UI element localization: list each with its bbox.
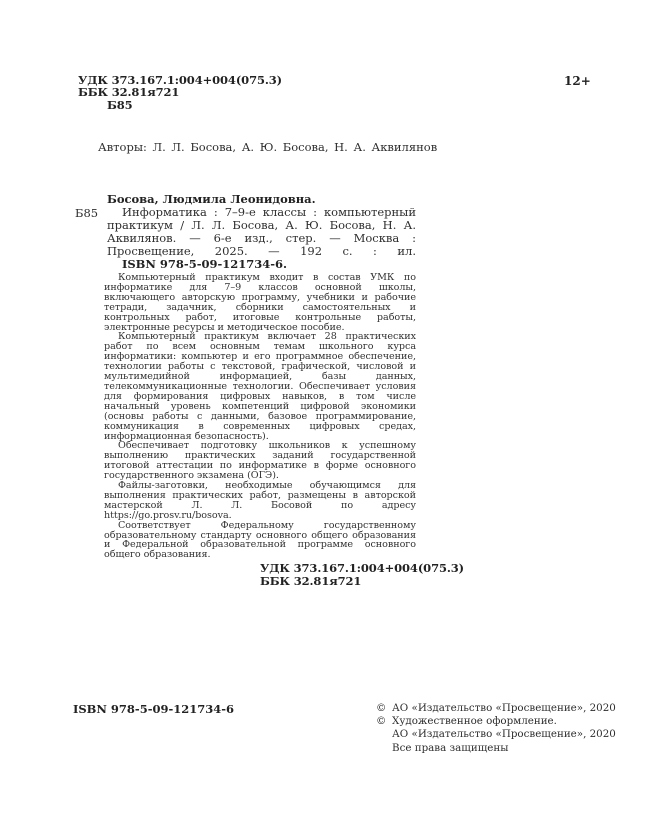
bottom-classification-codes (260, 561, 465, 588)
age-rating-badge: 12+ (564, 74, 591, 88)
bottom-bbk-line: ББК 32.81я721 (260, 573, 362, 588)
annotation-paragraph: Файлы-заготовки, необходимые обучающимся для выполнения практических работ, размещены в авторской мастерской Л. Л. Босовой по адресу https://go.prosv.ru/bosova. (104, 480, 416, 521)
annotation-paragraph: Компьютерный практикум входит в состав УМК по информатике для 7–9 классов основной школы, включающего авторскую программу, учебники и рабочие тетради, задачник, сборники самостоятельных и контрольных работ, итоговые контрольные работы, электронные ресурсы и методическое пособие. (104, 272, 416, 333)
authors-line: Авторы: Л. Л. Босова, А. Ю. Босова, Н. А. Аквилянов (98, 140, 438, 154)
annotation-paragraph: Обеспечивает подготовку школьников к успешному выполнению практических заданий государственной итоговой аттестации по информатике в форме основного государственного экзамена (ОГЭ). (104, 440, 416, 482)
copyright-symbol: © (376, 702, 387, 714)
copyright-symbol: © (376, 715, 387, 728)
copyright-text: АО «Издательство «Просвещение», 2020 (392, 702, 616, 714)
copyright-text: Художественное оформление. (392, 715, 557, 728)
copyright-row (376, 702, 616, 715)
header-author-sign: Б85 (107, 97, 133, 112)
copyright-row (376, 728, 616, 741)
main-text-column (75, 192, 465, 588)
copyright-text: Все права защищены (392, 741, 509, 754)
copyright-symbol (376, 742, 392, 755)
bottom-udk-line: УДК 373.167.1:004+004(075.3) (260, 561, 465, 576)
copyright-row (376, 715, 616, 728)
annotation-paragraph: Соответствует Федеральному государственному образовательному стандарту основного общего образования и Федеральной образовательной программе основного общего образования. (104, 519, 416, 561)
copyright-block (376, 702, 616, 755)
header-udk-line: УДК 373.167.1:004+004(075.3) (78, 73, 283, 87)
copyright-symbol (376, 728, 392, 741)
header-classification-codes (78, 74, 282, 111)
annotation-block (104, 273, 416, 560)
card-isbn-line: ISBN 978-5-09-121734-6. (122, 257, 288, 271)
annotation-paragraph: Компьютерный практикум включает 28 практических работ по всем основным темам школьного курса информатики: компьютер и его программное обеспечение, технологии работы с текстовой, графической, числовой и мультимедийной информацией, базы данных, телекоммуникационные технологии. Обеспечивает условия для формирования цифровых навыков, в том числе начальный уровень компетенций цифровой экономики (основы работы с данными, базовое программирование, коммуникация в современных цифровых средах, информационная безопасность). (104, 331, 416, 442)
catalog-card (75, 192, 416, 271)
card-author-heading: Босова, Людмила Леонидовна. (107, 192, 316, 206)
card-bibliographic-description: Информатика : 7–9-е классы : компьютерный практикум / Л. Л. Босова, А. Ю. Босова, Н. А. Аквилянов. — 6-е изд., стер. — Москва : Просвещение, 2025. — 192 с. : ил. (107, 205, 416, 258)
copyright-text: АО «Издательство «Просвещение», 2020 (392, 728, 616, 741)
card-author-sign: Б85 (75, 206, 99, 220)
copyright-row (376, 742, 616, 755)
footer-isbn: ISBN 978-5-09-121734-6 (73, 702, 235, 716)
header-bbk-line: ББК 32.81я721 (78, 85, 180, 100)
